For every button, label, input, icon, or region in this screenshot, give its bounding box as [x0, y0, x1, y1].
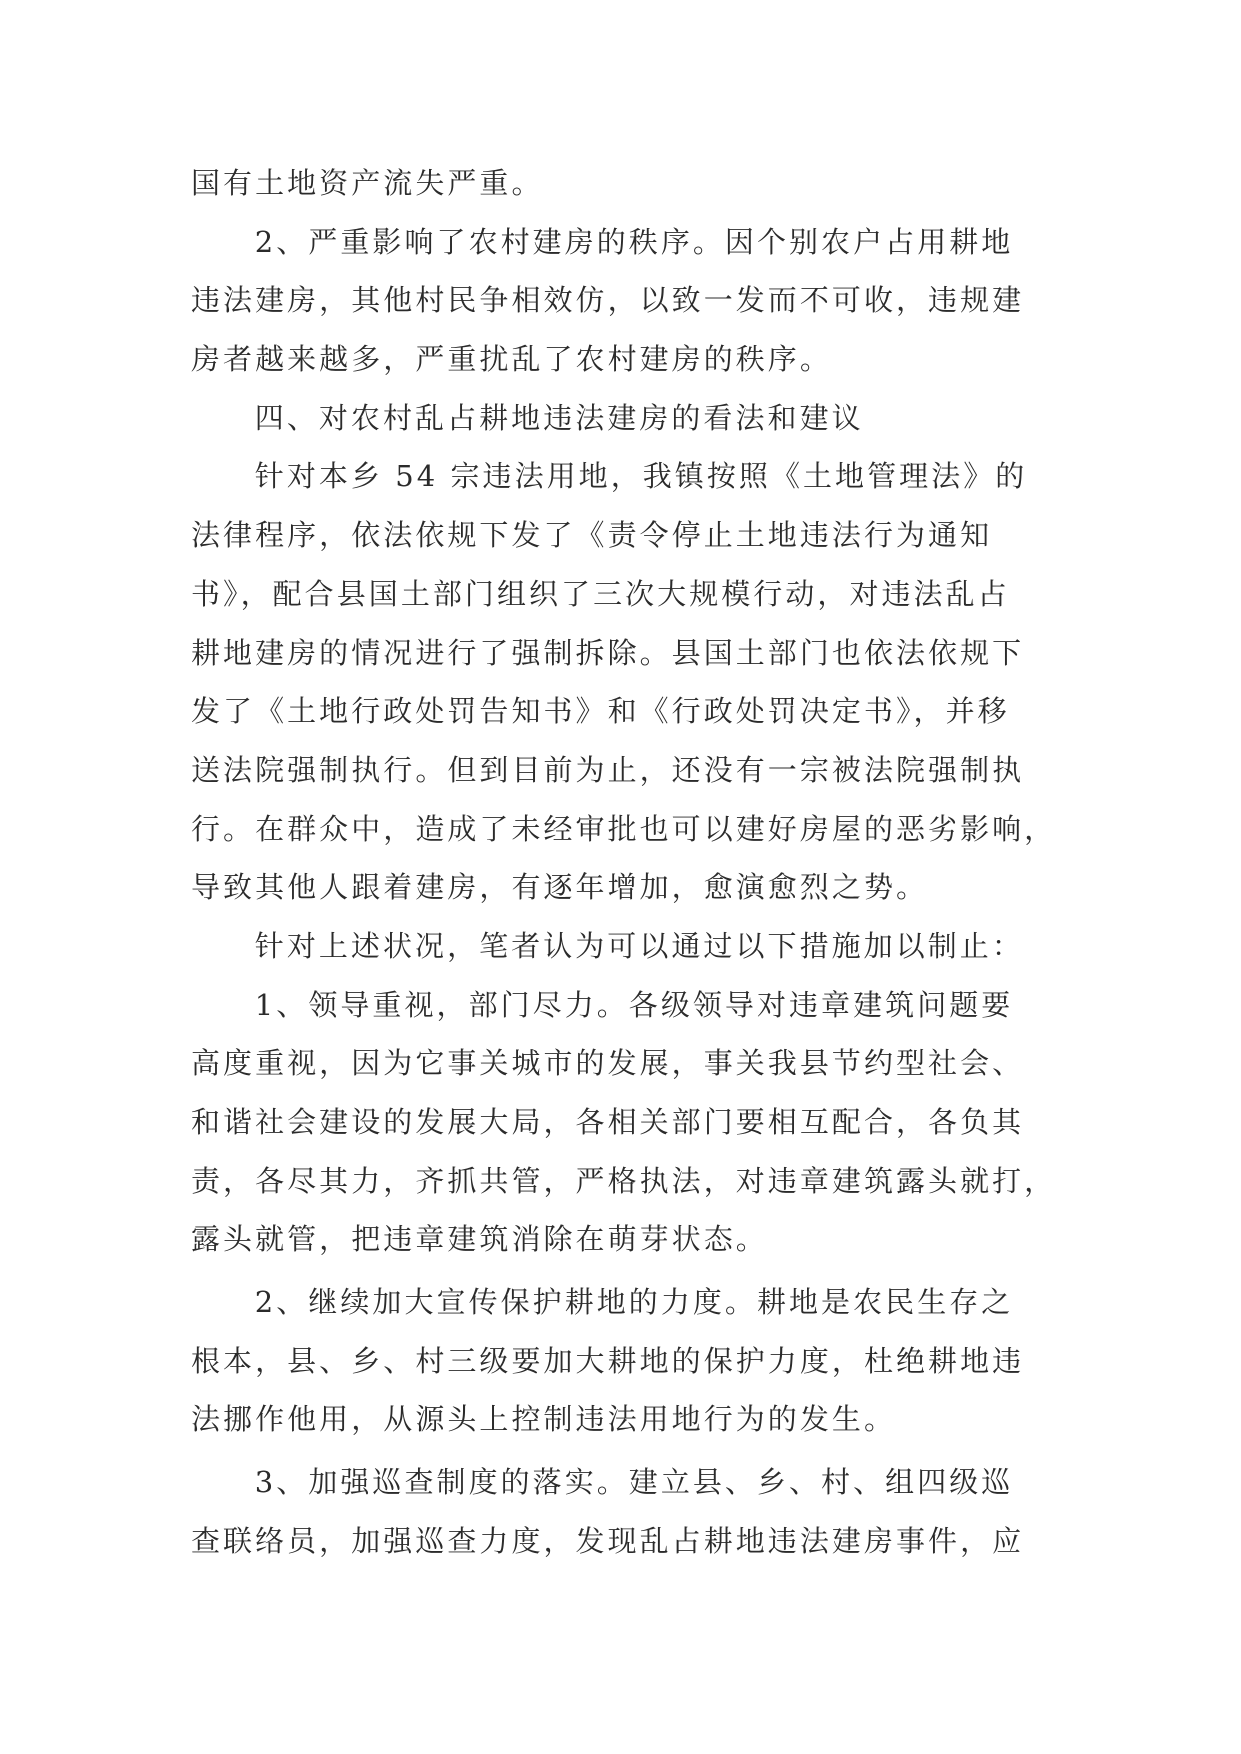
text-line: 责，各尽其力，齐抓共管，严格执法，对违章建筑露头就打， [191, 1163, 1057, 1198]
paragraph-start: 2、严重影响了农村建房的秩序。因个别农户占用耕地 [254, 224, 1014, 259]
text-line: 查联络员，加强巡查力度，发现乱占耕地违法建房事件，应 [191, 1523, 1025, 1558]
paragraph-start: 1、领导重视，部门尽力。各级领导对违章建筑问题要 [254, 987, 1014, 1022]
text-line: 露头就管，把违章建筑消除在萌芽状态。 [191, 1222, 768, 1257]
text-line: 高度重视，因为它事关城市的发展，事关我县节约型社会、 [191, 1046, 1025, 1081]
paragraph-start: 针对上述状况，笔者认为可以通过以下措施加以制止： [254, 928, 1024, 963]
text-line: 耕地建房的情况进行了强制拆除。县国土部门也依法依规下 [191, 635, 1025, 670]
document-page [191, 154, 1057, 1571]
text-line: 违法建房，其他村民争相效仿，以致一发而不可收，违规建 [191, 283, 1025, 318]
text-line: 根本，县、乡、村三级要加大耕地的保护力度，杜绝耕地违 [191, 1343, 1025, 1378]
text-line: 国有土地资产流失严重。 [191, 166, 544, 200]
text-line: 书》，配合县国土部门组织了三次大规模行动，对违法乱占 [191, 576, 1010, 611]
text-line: 导致其他人跟着建房，有逐年增加，愈演愈烈之势。 [191, 870, 929, 905]
paragraph-start: 3、加强巡查制度的落实。建立县、乡、村、组四级巡 [254, 1465, 1014, 1500]
paragraph-start: 2、继续加大宣传保护耕地的力度。耕地是农民生存之 [254, 1285, 1014, 1320]
text-line: 房者越来越多，严重扰乱了农村建房的秩序。 [191, 342, 832, 377]
text-line: 发了《土地行政处罚告知书》和《行政处罚决定书》，并移 [191, 694, 1010, 729]
text-line: 法挪作他用，从源头上控制违法用地行为的发生。 [191, 1402, 896, 1437]
paragraph-start: 针对本乡 54 宗违法用地，我镇按照《土地管理法》的 [254, 459, 1028, 494]
text-line: 和谐社会建设的发展大局，各相关部门要相互配合，各负其 [191, 1105, 1025, 1139]
text-line: 法律程序，依法依规下发了《责令停止土地违法行为通知 [191, 518, 993, 553]
section-heading: 四、对农村乱占耕地违法建房的看法和建议 [254, 400, 864, 435]
text-line: 行。在群众中，造成了未经审批也可以建好房屋的恶劣影响， [191, 811, 1057, 846]
text-line: 送法院强制执行。但到目前为止，还没有一宗被法院强制执 [191, 752, 1025, 787]
